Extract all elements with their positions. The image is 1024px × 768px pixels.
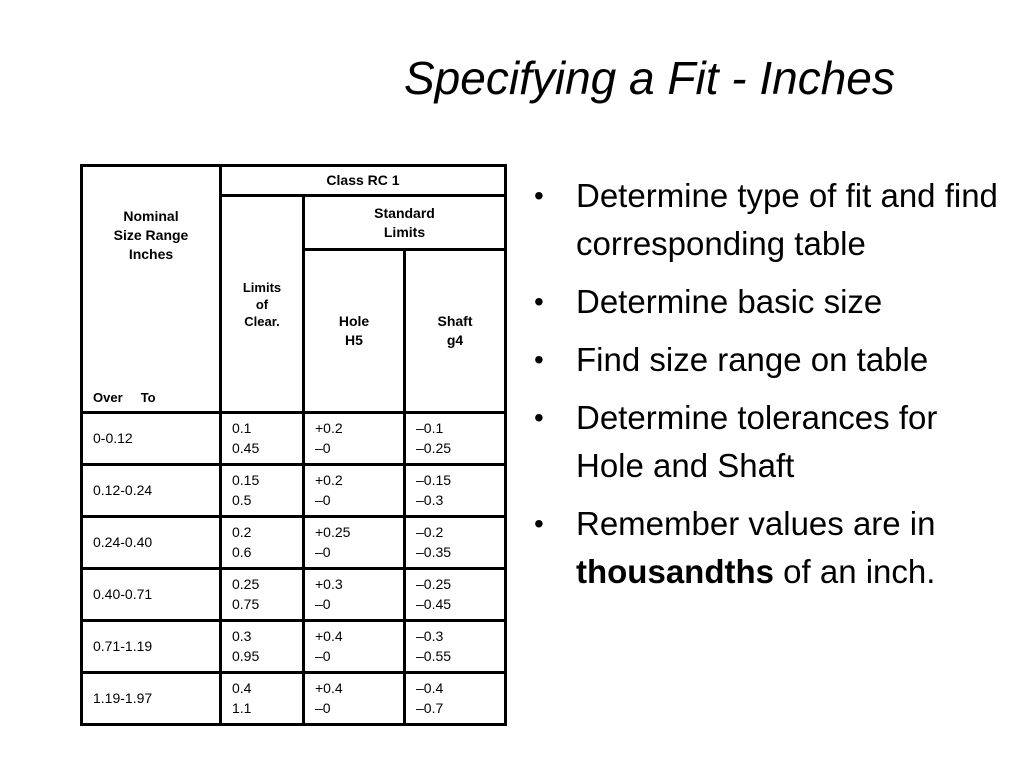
standard-label: Standard <box>374 204 435 221</box>
hole-header <box>304 250 405 413</box>
lower-value: 0.45 <box>232 440 260 456</box>
of-label: of <box>255 296 269 312</box>
shaft-tolerance-cell <box>405 673 506 725</box>
upper-value: 0.1 <box>232 420 252 436</box>
shaft-grade-label: g4 <box>446 332 464 348</box>
bullet-item <box>534 500 1004 596</box>
to-label: To <box>140 390 156 405</box>
shaft-tolerance-cell <box>405 465 506 517</box>
table-row <box>82 465 506 517</box>
size-range-label: Size Range <box>113 227 189 243</box>
fit-table <box>80 164 507 726</box>
table-row <box>82 569 506 621</box>
upper-value: –0.3 <box>416 628 444 644</box>
size-range-cell: 0.24-0.40 <box>82 517 221 569</box>
bullet-item <box>534 394 1004 490</box>
upper-value: –0.4 <box>416 680 444 696</box>
shaft-label: Shaft <box>437 313 473 329</box>
upper-value: +0.2 <box>315 420 343 436</box>
upper-value: +0.4 <box>315 628 343 644</box>
hole-tolerance-cell <box>304 517 405 569</box>
upper-value: 0.3 <box>232 628 252 644</box>
shaft-tolerance-cell <box>405 569 506 621</box>
size-range-cell: 0-0.12 <box>82 413 221 465</box>
limits-clearance-cell <box>221 465 304 517</box>
lower-value: –0.7 <box>416 700 444 716</box>
upper-value: –0.1 <box>416 420 444 436</box>
standard-limits-header <box>304 196 506 250</box>
bullet-text: Find size range on table <box>576 341 929 378</box>
lower-value: 0.6 <box>232 544 252 560</box>
limits-label: Limits <box>242 279 282 295</box>
bullet-text-pre: Remember values are in <box>576 505 936 542</box>
lower-value: 0.75 <box>232 596 260 612</box>
bullet-text: Determine type of fit and find corresponding table <box>576 177 998 262</box>
table-row <box>82 517 506 569</box>
bullet-text: Determine tolerances for Hole and Shaft <box>576 399 938 484</box>
shaft-tolerance-cell <box>405 413 506 465</box>
hole-grade-label: H5 <box>345 332 363 348</box>
lower-value: –0.45 <box>416 596 452 612</box>
hole-tolerance-cell <box>304 569 405 621</box>
upper-value: 0.25 <box>232 576 260 592</box>
upper-value: +0.4 <box>315 680 343 696</box>
limits-clearance-header <box>221 196 304 413</box>
bullet-dot: • <box>534 286 544 317</box>
table-row <box>82 621 506 673</box>
upper-value: +0.3 <box>315 576 343 592</box>
lower-value: –0 <box>315 492 331 508</box>
table-row <box>82 413 506 465</box>
upper-value: +0.25 <box>315 524 351 540</box>
lower-value: 1.1 <box>232 700 252 716</box>
lower-value: –0.25 <box>416 440 452 456</box>
size-range-cell: 0.71-1.19 <box>82 621 221 673</box>
inches-label: Inches <box>128 246 174 262</box>
bullet-dot: • <box>534 402 544 433</box>
bullet-text: Determine basic size <box>576 283 883 320</box>
bullet-list <box>534 172 1004 606</box>
bullet-dot: • <box>534 344 544 375</box>
table-row <box>82 673 506 725</box>
lower-value: –0 <box>315 596 331 612</box>
class-header: Class RC 1 <box>221 166 506 196</box>
size-range-cell: 0.12-0.24 <box>82 465 221 517</box>
lower-value: –0.3 <box>416 492 444 508</box>
lower-value: 0.95 <box>232 648 260 664</box>
limits-clearance-cell <box>221 517 304 569</box>
bullet-text-post: of an inch. <box>773 553 936 590</box>
slide-title: Specifying a Fit - Inches <box>404 52 895 104</box>
shaft-tolerance-cell <box>405 517 506 569</box>
upper-value: –0.15 <box>416 472 452 488</box>
bullet-emphasis: thousandths <box>576 553 774 590</box>
nominal-size-header <box>82 166 221 413</box>
upper-value: 0.4 <box>232 680 252 696</box>
lower-value: 0.5 <box>232 492 252 508</box>
over-label: Over <box>93 390 123 405</box>
hole-tolerance-cell <box>304 465 405 517</box>
shaft-tolerance-cell <box>405 621 506 673</box>
lower-value: –0.55 <box>416 648 452 664</box>
nominal-label: Nominal <box>123 208 179 224</box>
upper-value: 0.2 <box>232 524 252 540</box>
lower-value: –0 <box>315 544 331 560</box>
limits-sub-label: Limits <box>383 223 426 240</box>
lower-value: –0.35 <box>416 544 452 560</box>
limits-clearance-cell <box>221 569 304 621</box>
bullet-item <box>534 278 1004 326</box>
upper-value: –0.2 <box>416 524 444 540</box>
hole-tolerance-cell <box>304 673 405 725</box>
upper-value: 0.15 <box>232 472 260 488</box>
clear-label: Clear. <box>244 313 280 329</box>
bullet-dot: • <box>534 180 544 211</box>
size-range-cell: 0.40-0.71 <box>82 569 221 621</box>
lower-value: –0 <box>315 700 331 716</box>
bullet-item <box>534 336 1004 384</box>
hole-tolerance-cell <box>304 413 405 465</box>
limits-clearance-cell <box>221 673 304 725</box>
hole-label: Hole <box>338 313 370 329</box>
lower-value: –0 <box>315 648 331 664</box>
shaft-header <box>405 250 506 413</box>
lower-value: –0 <box>315 440 331 456</box>
hole-tolerance-cell <box>304 621 405 673</box>
limits-clearance-cell <box>221 413 304 465</box>
bullet-item <box>534 172 1004 268</box>
upper-value: +0.2 <box>315 472 343 488</box>
size-range-cell: 1.19-1.97 <box>82 673 221 725</box>
limits-clearance-cell <box>221 621 304 673</box>
bullet-dot: • <box>534 508 544 539</box>
upper-value: –0.25 <box>416 576 452 592</box>
